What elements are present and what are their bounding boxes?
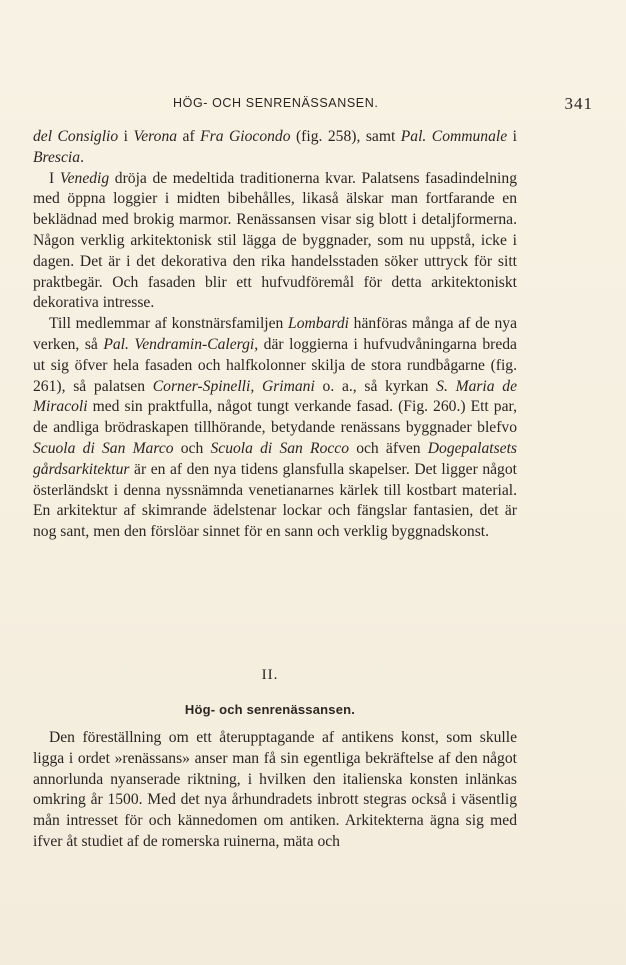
running-title: HÖG- OCH SENRENÄSSANSEN. (173, 96, 379, 110)
paragraph-3: Till medlemmar af konstnärsfamiljen Lombardi hänföras många af de nya verken, så Pal. Vendramin-Calergi, där loggierna i hufvudvåningarna breda ut sig öfver hela fasaden och halfkolonner skilja de stora rundbågarne (fig. 261), så palatsen Corner-Spinelli, Grimani o. a., så kyrkan S. Maria de Miracoli med sin praktfulla, något tungt verkande fasad. (Fig. 260.) Ett par, de andliga brödraskapen tillhörande, betydande renässans byggnader blefvo Scuola di San Marco och Scuola di San Rocco och äfven Dogepalatsets gårdsarkitektur är en af den nya tidens glansfulla skapelser. Det ligger något österländskt i denna nyssnämnda venetianarnes kärlek till kostbart material. En arkitektur af skimrande ädelstenar lockar och fängslar fantasien, det är nog sant, men den förslöar sinnet för en sann och verklig byggnadskonst. (33, 315, 518, 541)
section-title: Hög- och senrenässansen. (184, 702, 356, 717)
page-header (33, 94, 593, 120)
paragraph-1: del Consiglio i Verona af Fra Giocondo (fig. 258), samt Pal. Communale i Brescia. (33, 128, 517, 166)
page-number: 341 (564, 94, 593, 113)
paragraph-4: Den föreställning om ett återupptagande af antikens konst, som skulle ligga i ordet »renässans» anser man få sin egentliga bekräftelse af den något annorlunda nyanserade riktning, i hvilken den italienska konsten inlänkas omkring år 1500. Med det nya århundradets inbrott stegras också i väsentlig mån intresset för och kännedomen om antiken. Arkitekterna ägna sig med ifver åt studiet af de romerska ruinerna, mäta och (33, 729, 517, 850)
body-text-lower (33, 728, 517, 853)
paragraph-2: I Venedig dröja de medeltida traditionerna kvar. Palatsens fasadindelning med öppna loggier i midten bibehålles, likaså älskar man fortfarande en beklädnad med brokig marmor. Renässansen visar sig blott i detaljformerna. Någon verklig arkitektonisk stil lägga de byggnader, som nu uppstå, icke i dagen. Det är i det dekorativa den rika handelsstaden söker uttryck för sitt praktbegär. Och fasaden blir ett hufvudföremål för detta arkitektoniskt dekorativa intresse. (33, 169, 517, 312)
body-text-upper (33, 127, 517, 543)
section-numeral: II. (261, 667, 279, 683)
